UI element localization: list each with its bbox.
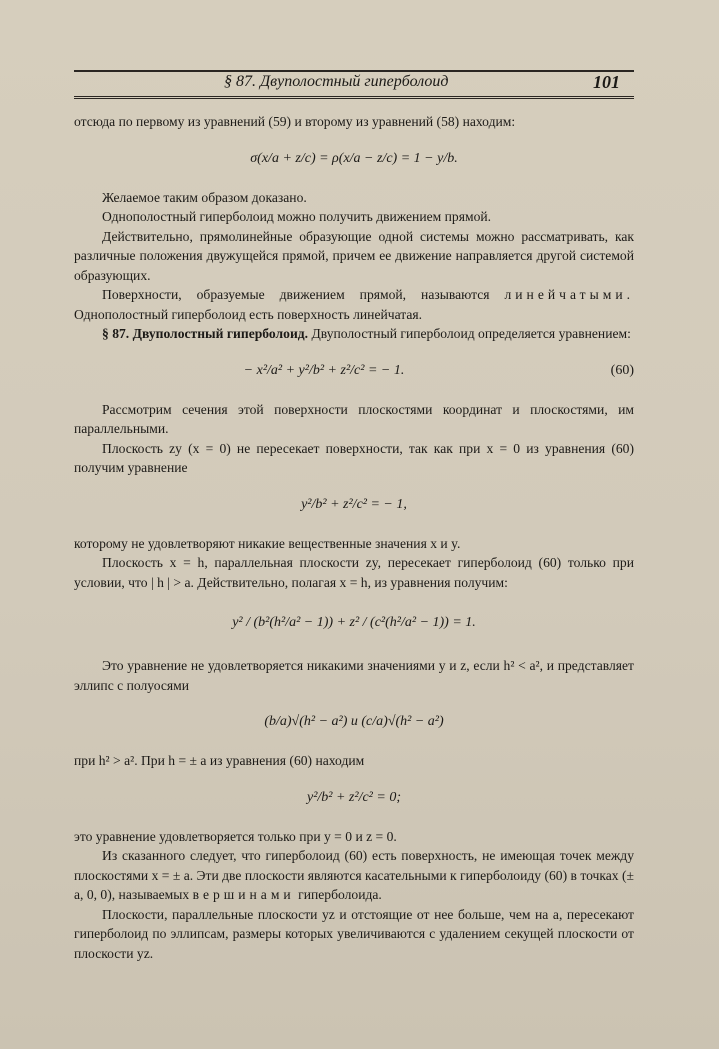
text-span: Из сказанного следует, что гиперболоид (60) есть поверхность, не имеющая точек между плоскостями x = ± a. Эти две плоскости являются касательными к гиперболоиду (60) в точках (± a, 0, 0), называемых: [74, 848, 634, 902]
paragraph: Рассмотрим сечения этой поверхности плоскостями координат и плоскостями, им параллельными.: [74, 401, 634, 436]
paragraph: Плоскость x = h, параллельная плоскости zy, пересекает гиперболоид (60) только при условии, что | h | > a. Действительно, полагая x = h, из уравнения получим:: [74, 555, 634, 590]
paragraph: при h² > a². При h = ± a из уравнения (60) находим: [74, 753, 365, 768]
formula: y² / (b²(h²/a² − 1)) + z² / (c²(h²/a² − 1)) = 1.: [232, 615, 476, 630]
formula: y²/b² + z²/c² = − 1,: [301, 496, 407, 512]
header-title: § 87. Двуполостный гиперболоид: [224, 73, 449, 90]
paragraph: это уравнение удовлетворяется только при y = 0 и z = 0.: [74, 828, 397, 844]
paragraph: Действительно, прямолинейные образующие одной системы можно рассматривать, как различные положения двужущейся прямой, причем ее движение направляется другой системой образующих.: [74, 228, 634, 283]
paragraph: Желаемое таким образом доказано.: [102, 189, 307, 205]
paragraph: Плоскость zy (x = 0) не пересекает поверхности, так как при x = 0 из уравнения (60) получим уравнение: [74, 440, 634, 475]
header-rule-bottom: [74, 96, 634, 99]
formula: σ(x/a + z/c) = ρ(x/a − z/c) = 1 − y/b.: [250, 150, 458, 166]
paragraph: Однополостный гиперболоид можно получить движением прямой.: [102, 209, 492, 224]
term-spaced: линейчатыми.: [504, 287, 634, 302]
text-span: гиперболоида.: [298, 887, 382, 902]
running-header: [74, 62, 634, 102]
paragraph: Это уравнение не удовлетворяется никакими значениями y и z, если h² < a², и представляет эллипс с полуосями: [74, 658, 634, 693]
text-span: Двуполостный гиперболоид определяется уравнением:: [311, 326, 631, 341]
paragraph: [74, 846, 634, 905]
page-number: 101: [593, 72, 620, 92]
paragraph: которому не удовлетворяют никакие вещественные значения x и y.: [74, 535, 461, 551]
formula: − x²/a² + y²/b² + z²/c² = − 1.: [243, 362, 405, 378]
section-paragraph: [74, 324, 634, 344]
text-span: Поверхности, образуемые движением прямой, называются: [102, 287, 490, 302]
paragraph: отсюда по первому из уравнений (59) и второму из уравнений (58) находим:: [74, 114, 516, 129]
page-body: [74, 112, 634, 963]
paragraph: [74, 285, 634, 324]
term-spaced: вершинами: [192, 887, 295, 902]
formula: (b/a)√(h² − a²) и (c/a)√(h² − a²): [264, 714, 444, 729]
text-span: Однополостный гиперболоид есть поверхность линейчатая.: [74, 306, 423, 322]
formula: y²/b² + z²/c² = 0;: [306, 789, 401, 805]
header-rule-top: [74, 70, 634, 72]
section-heading: § 87. Двуполостный гиперболоид.: [102, 326, 309, 341]
numbered-equation: [74, 350, 634, 392]
paragraph: Плоскости, параллельные плоскости yz и отстоящие от нее больше, чем на a, пересекают гиперболоид по эллипсам, размеры которых увеличиваются с удалением секущей плоскости от плоскости yz.: [74, 906, 634, 961]
equation-number: (60): [610, 362, 634, 378]
